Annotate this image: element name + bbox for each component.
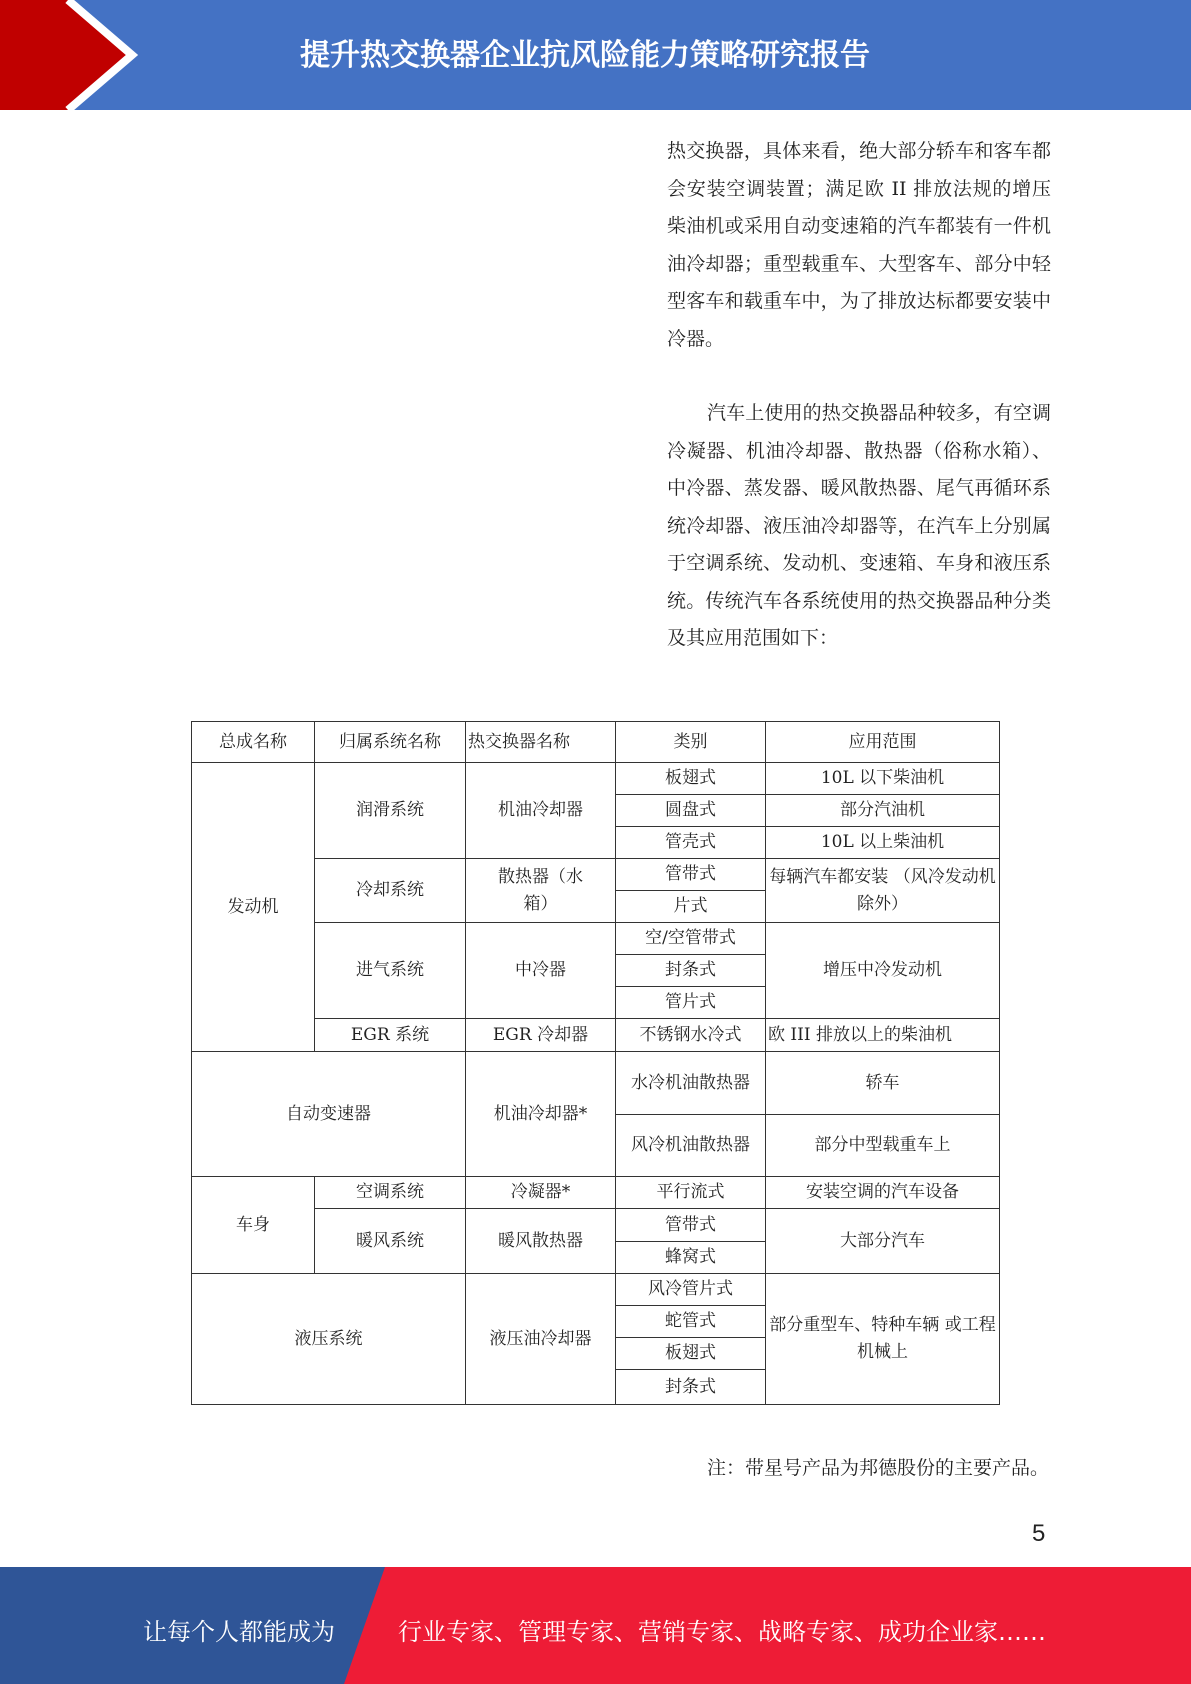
table-cell: 大部分汽车 — [766, 1209, 1000, 1274]
table-cell: 板翅式 — [616, 1338, 766, 1370]
footer-slogan-left: 让每个人都能成为 — [143, 1618, 335, 1646]
table-cell: 管带式 — [616, 1209, 766, 1242]
table-cell: 增压中冷发动机 — [766, 923, 1000, 1019]
table-row — [192, 763, 1000, 795]
table-cell: 润滑系统 — [315, 763, 466, 859]
table-row — [192, 1052, 1000, 1115]
table-cell: 液压油冷却器 — [466, 1274, 616, 1405]
table-cell: 进气系统 — [315, 923, 466, 1019]
table-cell: 自动变速器 — [192, 1052, 466, 1177]
table-cell: 冷却系统 — [315, 859, 466, 923]
report-title: 提升热交换器企业抗风险能力策略研究报告 — [300, 38, 870, 73]
table-cell: 机油冷却器 — [466, 763, 616, 859]
table-cell: 圆盘式 — [616, 795, 766, 827]
table-cell: 欧 III 排放以上的柴油机 — [766, 1019, 1000, 1052]
table-cell: 管壳式 — [616, 827, 766, 859]
table-cell: 水冷机油散热器 — [616, 1052, 766, 1115]
table-cell: 不锈钢水冷式 — [616, 1019, 766, 1052]
table-cell: 冷凝器* — [466, 1177, 616, 1209]
table-cell: 车身 — [192, 1177, 315, 1274]
table-cell: 暖风散热器 — [466, 1209, 616, 1274]
table-cell: 封条式 — [616, 1370, 766, 1405]
table-cell: 管片式 — [616, 987, 766, 1019]
table-cell: 片式 — [616, 891, 766, 923]
table-header-row — [192, 722, 1000, 763]
table-cell: 平行流式 — [616, 1177, 766, 1209]
table-cell: 管带式 — [616, 859, 766, 891]
table-cell: EGR 系统 — [315, 1019, 466, 1052]
table-cell: 风冷机油散热器 — [616, 1115, 766, 1177]
table-note: 注：带星号产品为邦德股份的主要产品。 — [707, 1457, 1050, 1479]
table-cell: 机油冷却器* — [466, 1052, 616, 1177]
table-row — [192, 1177, 1000, 1209]
table-cell: 中冷器 — [466, 923, 616, 1019]
body-paragraph: 汽车上使用的热交换器品种较多，有空调冷凝器、机油冷却器、散热器（俗称水箱）、中冷器、蒸发器、暖风散热器、尾气再循环系统冷却器、液压油冷却器等，在汽车上分别属于空调系统、发动机、变速箱、车身和液压系统。传统汽车各系统使用的热交换器品种分类及其应用范围如下： — [667, 402, 1051, 649]
table-cell: 液压系统 — [192, 1274, 466, 1405]
chevron-decoration-icon — [0, 0, 160, 110]
footer-slogan-right: 行业专家、管理专家、营销专家、战略专家、成功企业家…… — [398, 1618, 1046, 1646]
header-banner — [0, 0, 1191, 110]
table-cell: 每辆汽车都安装 （风冷发动机除外） — [766, 859, 1000, 923]
table-cell: 发动机 — [192, 763, 315, 1052]
page-number: 5 — [1032, 1520, 1046, 1547]
table-cell: 空调系统 — [315, 1177, 466, 1209]
table-cell: 散热器（水箱） — [466, 859, 616, 923]
table-cell: EGR 冷却器 — [466, 1019, 616, 1052]
table-cell: 蛇管式 — [616, 1306, 766, 1338]
footer-banner — [0, 1567, 1191, 1684]
column-header: 总成名称 — [192, 722, 315, 763]
table-cell: 部分汽油机 — [766, 795, 1000, 827]
body-paragraph: 热交换器，具体来看，绝大部分轿车和客车都会安装空调装置；满足欧 II 排放法规的增压柴油机或采用自动变速箱的汽车都装有一件机油冷却器；重型载重车、大型客车、部分中轻型客车和载重车中，为了排放达标都要安装中冷器。 — [667, 140, 1051, 350]
table-cell: 暖风系统 — [315, 1209, 466, 1274]
column-header: 类别 — [616, 722, 766, 763]
table-cell: 蜂窝式 — [616, 1242, 766, 1274]
table-row — [192, 1274, 1000, 1306]
table-cell: 部分中型载重车上 — [766, 1115, 1000, 1177]
column-header: 热交换器名称 — [466, 722, 616, 763]
column-header: 归属系统名称 — [315, 722, 466, 763]
table-cell: 板翅式 — [616, 763, 766, 795]
table-cell: 10L 以下柴油机 — [766, 763, 1000, 795]
table-cell: 轿车 — [766, 1052, 1000, 1115]
table-cell: 10L 以上柴油机 — [766, 827, 1000, 859]
column-header: 应用范围 — [766, 722, 1000, 763]
table-cell: 部分重型车、特种车辆 或工程机械上 — [766, 1274, 1000, 1405]
table-cell: 风冷管片式 — [616, 1274, 766, 1306]
table-cell: 安装空调的汽车设备 — [766, 1177, 1000, 1209]
table-cell: 空/空管带式 — [616, 923, 766, 955]
table-cell: 封条式 — [616, 955, 766, 987]
heat-exchanger-table — [191, 721, 1000, 1405]
